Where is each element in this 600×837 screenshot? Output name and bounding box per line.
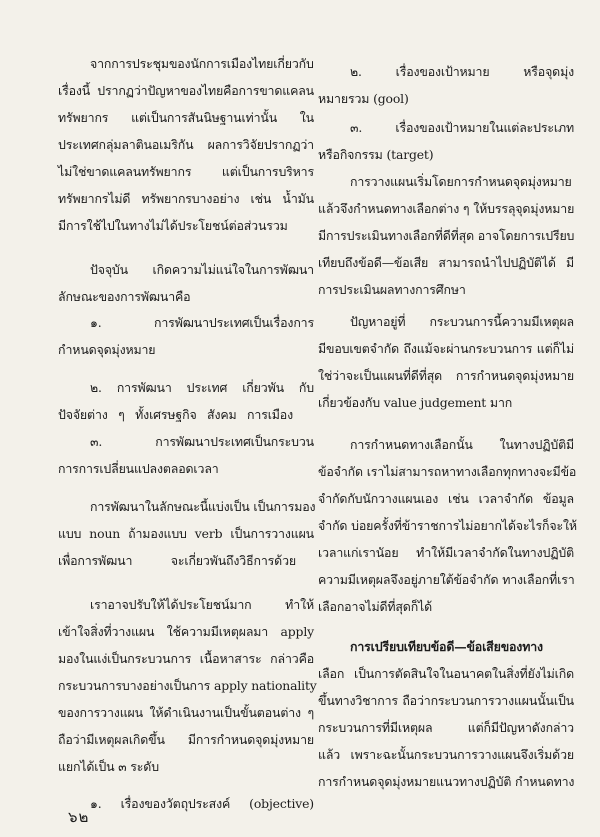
left-column-line: แบบ noun ถ้ามองแบบ verb เป็นการวางแผน bbox=[58, 526, 314, 541]
right-column-line: การเปรียบเทียบข้อดี—ข้อเสียของทาง bbox=[350, 639, 543, 654]
left-column-line: ปัจจัยต่าง ๆ ทั้งเศรษฐกิจ สังคม การเมือง bbox=[58, 407, 293, 422]
left-column-line: เพื่อการพัฒนา จะเกี่ยวพันถึงวิธีการด้วย bbox=[58, 553, 296, 568]
right-column-line: จำกัด บ่อยครั้งที่ข้าราชการไม่อยากได้จะไรก็จะให้ bbox=[318, 518, 577, 533]
right-column-line: ๒. เรื่องของเป้าหมาย หรือจุดมุ่ง bbox=[350, 64, 574, 79]
left-column-line: ทรัพยากร แต่เป็นการสันนิษฐานเท่านั้น ใน bbox=[58, 110, 314, 125]
left-column-line: เราอาจปรับให้ได้ประโยชน์มาก ทำให้ bbox=[90, 597, 314, 612]
left-column-line: ๑. การพัฒนาประเทศเป็นเรื่องการ bbox=[90, 315, 314, 330]
left-column-line: กำหนดจุดมุ่งหมาย bbox=[58, 342, 156, 357]
left-column-line: ปัจจุบัน เกิดความไม่แน่ใจในการพัฒนา bbox=[90, 262, 314, 277]
left-column-line: ของการวางแผน ให้ดำเนินงานเป็นขั้นตอนต่าง ๆ bbox=[58, 705, 314, 720]
right-column-line: มีขอบเขตจำกัด ถึงแม้จะผ่านกระบวนการ แต่ก็ไม่ bbox=[318, 341, 574, 356]
left-column-line: ทรัพยากรไม่ดี ทรัพยากรบางอย่าง เช่น น้ำมัน bbox=[58, 191, 314, 206]
right-column-line: หมายรวม (gool) bbox=[318, 91, 409, 106]
right-column-line: การวางแผนเริ่มโดยการกำหนดจุดมุ่งหมาย bbox=[350, 174, 572, 189]
left-column-line: ๑. เรื่องของวัตถุประสงค์ (objective) bbox=[90, 796, 314, 811]
right-column-line: เลือก เป็นการตัดสินใจในอนาคตในสิ่งที่ยังไม่เกิด bbox=[318, 666, 574, 681]
right-column-line: การกำหนดจุดมุ่งหมายแนวทางปฏิบัติ กำหนดทาง bbox=[318, 774, 575, 789]
right-column-line: มีการประเมินทางเลือกที่ดีที่สุด อาจโดยการเปรียบ bbox=[318, 228, 575, 243]
left-column-line: เรื่องนี้ ปรากฏว่าปัญหาของไทยคือการขาดแคลน bbox=[58, 83, 314, 98]
left-column-line: ไม่ใช่ขาดแคลนทรัพยากร แต่เป็นการบริหาร bbox=[58, 164, 314, 179]
left-column-line: เข้าใจสิ่งที่วางแผน ใช้ความมีเหตุผลมา apply bbox=[58, 624, 314, 639]
left-column-line: ๒. การพัฒนา ประเทศ เกี่ยวพัน กับ bbox=[90, 380, 314, 395]
right-column-line: ปัญหาอยู่ที่ กระบวนการนี้ความมีเหตุผล bbox=[350, 314, 574, 329]
right-column-line: หรือกิจกรรม (target) bbox=[318, 147, 434, 162]
right-column-line: จำกัดกับนักวางแผนเอง เช่น เวลาจำกัด ข้อมูล bbox=[318, 491, 574, 506]
right-column-line: เกี่ยวข้องกับ value judgement มาก bbox=[318, 395, 513, 410]
left-column-line: ๓. การพัฒนาประเทศเป็นกระบวน bbox=[90, 434, 314, 449]
left-column-line: ลักษณะของการพัฒนาคือ bbox=[58, 289, 191, 304]
left-column-line: การพัฒนาในลักษณะนี้แบ่งเป็น เป็นการมอง bbox=[90, 499, 316, 514]
right-column-line: ขึ้นทางวิชาการ ถือว่ากระบวนการวางแผนนั้นเป็น bbox=[318, 693, 574, 708]
right-column-line: เลือกอาจไม่ดีที่สุดก็ได้ bbox=[318, 599, 433, 614]
right-column-line: กระบวนการที่มีเหตุผล แต่ก็มีปัญหาดังกล่าว bbox=[318, 720, 574, 735]
left-column-line: มองในแง่เป็นกระบวนการ เนื้อหาสาระ กล่าวคือ bbox=[58, 651, 314, 666]
right-column-line: ใช่ว่าจะเป็นแผนที่ดีที่สุด การกำหนดจุดมุ่งหมาย bbox=[318, 368, 574, 383]
right-column-line: ข้อจำกัด เราไม่สามารถหาทางเลือกทุกทางจะมีข้อ bbox=[318, 464, 577, 479]
right-column-line: เทียบถึงข้อดี—ข้อเสีย สามารถนำไปปฏิบัติได้ มี bbox=[318, 255, 574, 270]
right-column-line: แล้ว เพราะฉะนั้นกระบวนการวางแผนจึงเริ่มด้วย bbox=[318, 747, 574, 762]
left-column-line: มีการใช้ไปในทางไม่ได้ประโยชน์ต่อส่วนรวม bbox=[58, 218, 288, 233]
right-column-line: การประเมินผลทางการศึกษา bbox=[318, 282, 466, 297]
right-column-line: แล้วจึงกำหนดทางเลือกต่าง ๆ ให้บรรลุจุดมุ่งหมาย bbox=[318, 201, 575, 216]
right-column-line: ความมีเหตุผลจึงอยู่ภายใต้ข้อจำกัด ทางเลือกที่เรา bbox=[318, 572, 575, 587]
left-column-line: ถือว่ามีเหตุผลเกิดขึ้น มีการกำหนดจุดมุ่งหมาย bbox=[58, 732, 314, 747]
right-column-line: ๓. เรื่องของเป้าหมายในแต่ละประเภท bbox=[350, 120, 574, 135]
left-column-line: กระบวนการบางอย่างเป็นการ apply nationality bbox=[58, 678, 317, 693]
left-column-line: จากการประชุมของนักการเมืองไทยเกี่ยวกับ bbox=[90, 56, 314, 71]
left-column-line: ประเทศกลุ่มลาตินอเมริกัน ผลการวิจัยปรากฏว่า bbox=[58, 137, 314, 152]
page-number: ๖๒ bbox=[68, 808, 90, 826]
left-column-line: การการเปลี่ยนแปลงตลอดเวลา bbox=[58, 461, 219, 476]
right-column-line: เวลาแก่เรานัอย ทำให้มีเวลาจำกัดในทางปฏิบัติ bbox=[318, 545, 574, 560]
right-column-line: การกำหนดทางเลือกนั้น ในทางปฏิบัติมี bbox=[350, 437, 574, 452]
left-column-line: แยกได้เป็น ๓ ระดับ bbox=[58, 759, 159, 774]
